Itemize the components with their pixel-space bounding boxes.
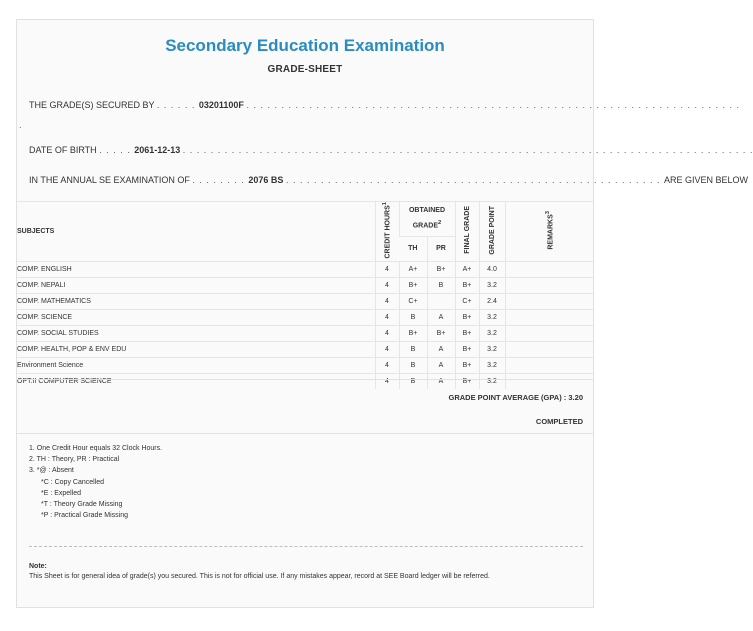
- remarks-cell: [505, 261, 593, 277]
- theory-grade-cell: B: [399, 341, 427, 357]
- final-grade-cell: A+: [455, 261, 479, 277]
- theory-grade-cell: B: [399, 373, 427, 389]
- exam-label: IN THE ANNUAL SE EXAMINATION OF: [29, 175, 190, 185]
- gpa-label: GRADE POINT AVERAGE (GPA) :: [448, 393, 567, 402]
- practical-grade-cell: A: [427, 341, 455, 357]
- table-row: [17, 293, 593, 309]
- legend-item: 3. *@ : Absent: [29, 467, 74, 475]
- table-row: [17, 309, 593, 325]
- header-credit-hours: CREDIT HOURS$^1$: [375, 202, 399, 262]
- grade-point-cell: 3.2: [479, 341, 505, 357]
- note-title: Note:: [29, 563, 47, 570]
- remarks-cell: [505, 373, 593, 389]
- remarks-cell: [505, 293, 593, 309]
- final-grade-cell: B+: [455, 277, 479, 293]
- table-row: [17, 341, 593, 357]
- remarks-cell: [505, 357, 593, 373]
- theory-grade-cell: A+: [399, 261, 427, 277]
- practical-grade-cell: B+: [427, 325, 455, 341]
- final-grade-cell: B+: [455, 373, 479, 389]
- final-grade-cell: C+: [455, 293, 479, 309]
- credit-hours-cell: 4: [375, 261, 399, 277]
- gpa-summary: [449, 393, 583, 402]
- dot-leader: .: [19, 120, 22, 130]
- table-row: [17, 277, 593, 293]
- table-row: [17, 261, 593, 277]
- legend-item: 2. TH : Theory, PR : Practical: [29, 456, 120, 464]
- legend-sub-item: *E : Expelled: [41, 489, 82, 497]
- exam-line: IN THE ANNUAL SE EXAMINATION OF . . . . . . . . 2076 BS . . . . . . . . . . . . . . . . . . . . . . . . . . . . . . . . . . . . . . . . . . . . . . . . . . . . . . ARE GIVEN BELOW: [29, 175, 749, 185]
- grades-secured-line: THE GRADE(S) SECURED BY . . . . . . 03201100F . . . . . . . . . . . . . . . . . . . . . . . . . . . . . . . . . . . . . . . . . . . . . . . . . . . . . . . . . . . . . . . . . . . . . . .: [29, 100, 741, 110]
- table-bottom-divider: [17, 379, 593, 380]
- date-of-birth-line: DATE OF BIRTH . . . . . 2061-12-13 . . . . . . . . . . . . . . . . . . . . . . . . . . . . . . . . . . . . . . . . . . . . . . . . . . . . . . . . . . . . . . . . . . . . . . . . . . . . . . . . . .: [29, 145, 753, 155]
- remarks-cell: [505, 277, 593, 293]
- credit-hours-cell: 4: [375, 293, 399, 309]
- grades-table: [17, 201, 593, 389]
- legend-notes: [29, 443, 162, 521]
- final-grade-cell: B+: [455, 325, 479, 341]
- grades-secured-label: THE GRADE(S) SECURED BY: [29, 100, 155, 110]
- theory-grade-cell: B: [399, 357, 427, 373]
- exam-year: 2076 BS: [248, 175, 284, 185]
- credit-hours-cell: 4: [375, 277, 399, 293]
- subject-cell: OPT.II COMPUTER SCIENCE: [17, 373, 375, 389]
- page-title: Secondary Education Examination: [165, 36, 445, 55]
- grade-point-cell: 2.4: [479, 293, 505, 309]
- remarks-cell: [505, 325, 593, 341]
- credit-hours-cell: 4: [375, 341, 399, 357]
- legend-sub-item: *T : Theory Grade Missing: [41, 501, 123, 509]
- credit-hours-cell: 4: [375, 357, 399, 373]
- header-subjects: SUBJECTS: [17, 202, 375, 262]
- practical-grade-cell: A: [427, 357, 455, 373]
- subject-cell: COMP. ENGLISH: [17, 261, 375, 277]
- table-row: [17, 325, 593, 341]
- header-grade-point: GRADE POINT: [479, 202, 505, 262]
- theory-grade-cell: B+: [399, 277, 427, 293]
- result-status: COMPLETED: [535, 417, 583, 426]
- header-th: TH: [399, 236, 427, 261]
- theory-grade-cell: B+: [399, 325, 427, 341]
- header-pr: PR: [427, 236, 455, 261]
- subject-cell: Environment Science: [17, 357, 375, 373]
- grade-point-cell: 3.2: [479, 309, 505, 325]
- grade-point-cell: 3.2: [479, 357, 505, 373]
- dashed-separator: [29, 546, 583, 547]
- given-below-label: ARE GIVEN BELOW: [664, 175, 749, 185]
- legend-item: 1. One Credit Hour equals 32 Clock Hours.: [29, 445, 163, 452]
- remarks-cell: [505, 341, 593, 357]
- subject-cell: COMP. MATHEMATICS: [17, 293, 375, 309]
- header-final-grade: FINAL GRADE: [455, 202, 479, 262]
- dob-value: 2061-12-13: [134, 145, 181, 155]
- table-row: [17, 357, 593, 373]
- final-grade-cell: B+: [455, 341, 479, 357]
- practical-grade-cell: A: [427, 309, 455, 325]
- practical-grade-cell: B: [427, 277, 455, 293]
- credit-hours-cell: 4: [375, 373, 399, 389]
- gpa-value: 3.20: [568, 393, 583, 402]
- subject-cell: COMP. HEALTH, POP & ENV EDU: [17, 341, 375, 357]
- grade-point-cell: 3.2: [479, 277, 505, 293]
- legend-sub-item: *P : Practical Grade Missing: [41, 512, 129, 520]
- grade-sheet: [16, 19, 753, 608]
- grade-point-cell: 3.2: [479, 373, 505, 389]
- dob-label: DATE OF BIRTH: [29, 145, 97, 155]
- practical-grade-cell: B+: [427, 261, 455, 277]
- remarks-cell: [505, 309, 593, 325]
- notes-divider: [17, 433, 593, 434]
- theory-grade-cell: C+: [399, 293, 427, 309]
- note-text: This Sheet is for general idea of grade(s) you secured. This is not for official use. If any mistakes appear, record at SEE Board ledger will be referred.: [29, 573, 490, 580]
- grade-point-cell: 4.0: [479, 261, 505, 277]
- practical-grade-cell: [427, 293, 455, 309]
- theory-grade-cell: B: [399, 309, 427, 325]
- final-grade-cell: B+: [455, 357, 479, 373]
- credit-hours-cell: 4: [375, 309, 399, 325]
- header-obtained-grade: OBTAINED GRADE$^2$: [399, 202, 455, 237]
- table-row: [17, 373, 593, 389]
- credit-hours-cell: 4: [375, 325, 399, 341]
- symbol-number: 03201100F: [198, 100, 244, 110]
- subject-cell: COMP. SCIENCE: [17, 309, 375, 325]
- page-subtitle: GRADE-SHEET: [267, 64, 343, 75]
- final-grade-cell: B+: [455, 309, 479, 325]
- practical-grade-cell: A: [427, 373, 455, 389]
- subject-cell: COMP. NEPALI: [17, 277, 375, 293]
- header-remarks: REMARKS$^3$: [505, 202, 593, 262]
- legend-sub-item: *C : Copy Cancelled: [41, 478, 105, 486]
- subject-cell: COMP. SOCIAL STUDIES: [17, 325, 375, 341]
- grade-point-cell: 3.2: [479, 325, 505, 341]
